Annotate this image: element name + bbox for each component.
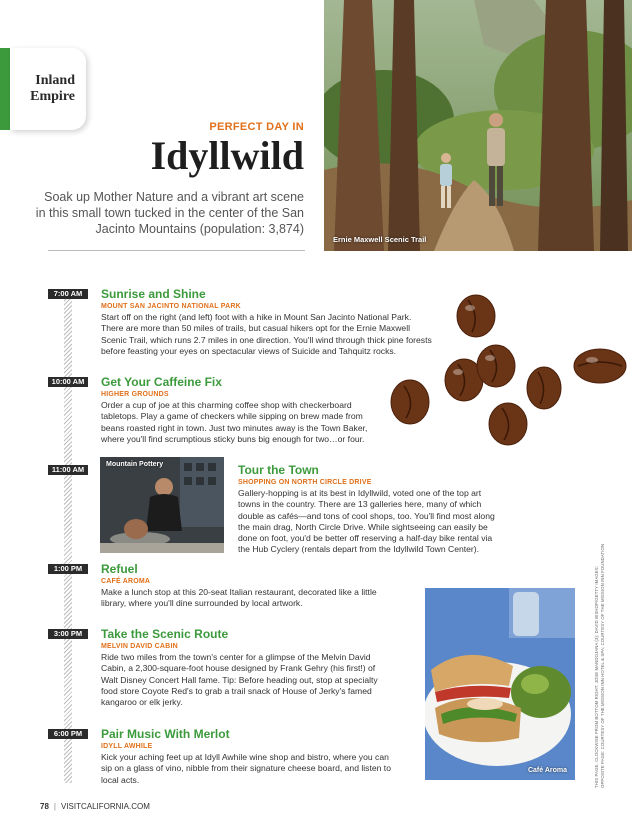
- region-line-1: Inland: [35, 73, 75, 88]
- itinerary-stop: [101, 627, 389, 708]
- kicker: PERFECT DAY IN: [209, 121, 304, 133]
- itinerary-stop: [101, 562, 393, 610]
- stop-place: HIGHER GROUNDS: [101, 391, 169, 398]
- stop-place: MOUNT SAN JACINTO NATIONAL PARK: [101, 303, 241, 310]
- itinerary-stop: [238, 463, 500, 556]
- stop-title: Get Your Caffeine Fix: [101, 375, 222, 389]
- hero-caption: Ernie Maxwell Scenic Trail: [333, 235, 427, 244]
- region-line-2: Empire: [30, 89, 75, 104]
- pottery-illustration: [100, 457, 224, 553]
- stop-place: SHOPPING ON NORTH CIRCLE DRIVE: [238, 479, 372, 486]
- stop-title: Sunrise and Shine: [101, 287, 206, 301]
- itinerary-stop: [101, 727, 399, 786]
- forest-trail-illustration: [324, 0, 632, 251]
- footer-separator: |: [53, 802, 56, 811]
- photo-credits: THIS PAGE, CLOCKWISE FROM BOTTOM RIGHT: JOSE MANDOJANA (3); DAVID BISHOP/GETTY IMAGES; OPPOSITE PAGE: COURTESY OF THE MISSION INN HOTEL & SPA; COURTESY OF THE MISSION INN FOUNDATION: [594, 543, 605, 788]
- stop-place: MELVIN DAVID CABIN: [101, 643, 178, 650]
- stop-text: Ride two miles from the town's center for a glimpse of the Melvin David Cabin, a 2,300-square-foot house designed by Frank Gehry (his first!) of Walt Disney Concert Hall fame. Tip: Before heading out, stop at specialty food store Coyote Red's to grab a trail snack of House of Jerky's famed kangaroo or elk jerky.: [101, 652, 378, 708]
- page-footer: [40, 802, 150, 811]
- time-chip: 1:00 PM: [48, 564, 88, 574]
- intro-text: Soak up Mother Nature and a vibrant art scene in this small town tucked in the center of the San Jacinto Mountains (population: 3,874): [35, 190, 304, 236]
- time-chip: 11:00 AM: [48, 465, 88, 475]
- page-title: Idyllwild: [150, 133, 304, 178]
- timeline-stripe: [64, 296, 72, 783]
- pottery-photo: [100, 457, 224, 553]
- itinerary-stop: [101, 375, 381, 445]
- itinerary-stop: [101, 287, 435, 357]
- stop-title: Pair Music With Merlot: [101, 727, 230, 741]
- stop-title: Refuel: [101, 562, 138, 576]
- region-accent-bar: [0, 48, 10, 130]
- region-tab: [10, 48, 86, 130]
- hero-photo: [324, 0, 632, 251]
- stop-title: Tour the Town: [238, 463, 319, 477]
- sandwich-illustration: [425, 588, 575, 780]
- pottery-photo-label: Mountain Pottery: [106, 461, 164, 468]
- stop-title: Take the Scenic Route: [101, 627, 229, 641]
- time-chip: 6:00 PM: [48, 729, 88, 739]
- time-chip: 7:00 AM: [48, 289, 88, 299]
- stop-place: CAFÉ AROMA: [101, 578, 151, 585]
- cafe-photo-label: Café Aroma: [527, 767, 567, 774]
- stop-text: Order a cup of joe at this charming coffee shop with checkerboard tabletops. Play a game of checkers while sipping on brew made from beans roasted right in town. Just two minutes away is the Town Baker, where you'll find scrumptious sticky buns big enough for two…or four.: [101, 400, 368, 444]
- time-chip: 10:00 AM: [48, 377, 88, 387]
- stop-place: IDYLL AWHILE: [101, 743, 153, 750]
- stop-text: Kick your aching feet up at Idyll Awhile wine shop and bistro, where you can sip on a glass of vino, nibble from their signature cheese board, and listen to local acts.: [101, 752, 391, 785]
- footer-site: VISITCALIFORNIA.COM: [60, 802, 150, 811]
- cafe-photo: [425, 588, 575, 780]
- time-chip: 3:00 PM: [48, 629, 88, 639]
- divider: [48, 250, 305, 251]
- stop-text: Make a lunch stop at this 20-seat Italian restaurant, decorated like a little library, where you'll dine surrounded by local artwork.: [101, 587, 377, 609]
- page-number: 78: [40, 802, 49, 811]
- stop-text: Gallery-hopping is at its best in Idyllwild, voted one of the top art towns in the country. There are 13 galleries here, many of which double as cafés—and tons of cool shops, too. You'll find most along the main drag, North Circle Drive. While sightseeing can easily be done on foot, you'd be better off reserving a half-day bike rental via the Hub Cyclery (rentals depart from the Idyllwild Town Center).: [238, 488, 495, 555]
- stop-text: Start off on the right (and left) foot with a hike in Mount San Jacinto National Park. There are more than 50 miles of trails, but casual hikers opt for the Ernie Maxwell Scenic Trail, which runs 2.7 miles in one direction. You'll wind through thick pine forests before feasting your eyes on spectacular views of Suicide and Tahquitz rocks.: [101, 312, 432, 356]
